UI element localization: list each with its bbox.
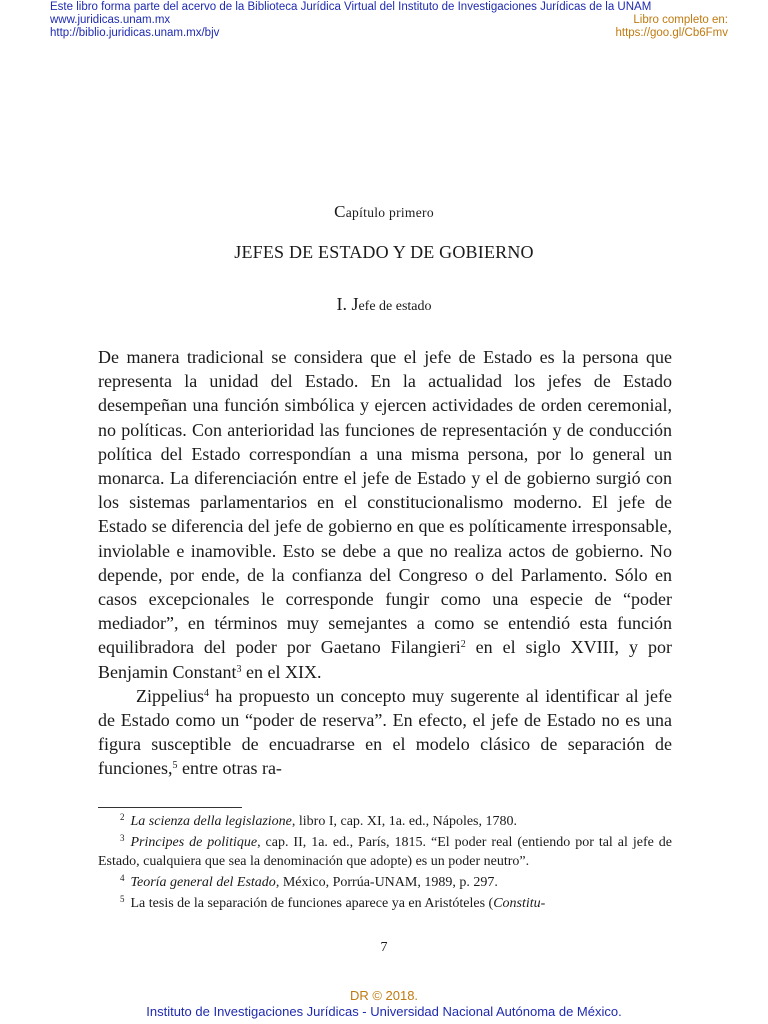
paragraph-2 xyxy=(98,684,672,781)
header-library-link[interactable]: http://biblio.juridicas.unam.mx/bjv xyxy=(50,27,220,39)
footnotes xyxy=(98,812,672,915)
chapter-title: JEFES DE ESTADO Y DE GOBIERNO xyxy=(234,242,534,262)
header-site-link[interactable]: www.juridicas.unam.mx xyxy=(50,14,171,26)
footnote-number: 5 xyxy=(120,894,125,904)
footnote-text: , México, Porrúa-UNAM, 1989, p. 297. xyxy=(275,875,498,890)
footnote-ref-3: 3 xyxy=(236,663,242,675)
paragraph-1-part-2: en el siglo XVIII, y por Benjamin Constant xyxy=(98,637,672,682)
footnote-text: La tesis de la separación de funciones aparece ya en Aristóteles ( xyxy=(130,896,494,911)
footnote-ref-5: 5 xyxy=(172,760,178,772)
paragraph-1-part-3: en el XIX. xyxy=(241,661,322,682)
header-notice: Este libro forma parte del acervo de la Biblioteca Jurídica Virtual del Instituto de Investigaciones Jurídicas de la UNAM xyxy=(50,1,652,13)
footnote-title: Principes de politique xyxy=(130,835,258,850)
footnote-title: Teoría general del Estado xyxy=(130,875,276,890)
footnote-title: Constitu- xyxy=(493,896,546,911)
footnote-number: 3 xyxy=(120,833,125,843)
footnote-divider xyxy=(98,807,242,808)
paragraph-1 xyxy=(98,345,672,684)
copyright-line: DR © 2018. xyxy=(349,988,419,1003)
footnote-number: 4 xyxy=(120,873,125,883)
footnote-number: 2 xyxy=(120,812,125,822)
footnote-text: , libro I, cap. XI, 1a. ed., Nápoles, 1780. xyxy=(291,814,517,829)
footnote-4 xyxy=(98,873,672,892)
paragraph-2-part-2: ha propuesto un concepto muy sugerente al identificar al jefe de Estado como un “poder de reserva”. En efecto, el jefe de Estado no es una figura susceptible de encuadrarse en el modelo clásico de separación de funciones, xyxy=(98,685,672,779)
page-number: 7 xyxy=(380,940,388,955)
copyright-footer xyxy=(0,988,768,1020)
footnote-ref-4: 4 xyxy=(204,687,209,699)
header-full-book-label: Libro completo en: xyxy=(633,14,728,26)
institution-line: Instituto de Investigaciones Jurídicas - Universidad Nacional Autónoma de México. xyxy=(146,1004,622,1019)
paragraph-1-part-1: De manera tradicional se considera que el jefe de Estado es la persona que representa la unidad del Estado. En la actualidad los jefes de Estado desempeñan una función simbólica y ejercen actividades de orden ceremonial, no políticas. Con anterioridad las funciones de representación y de conducción política del Estado correspondían a una misma persona, por lo general un monarca. La diferenciación entre el jefe de Estado y el de gobierno surgió con los sistemas parlamentarios en el constitucionalismo moderno. El jefe de Estado se diferencia del jefe de gobierno en que es políticamente irresponsable, inviolable e inamovible. Esto se debe a que no realiza actos de gobierno. No depende, por ende, de la confianza del Congreso o del Parlamento. Sólo en casos excepcionales le corresponde fungir como una especie de “poder mediador”, en términos muy semejantes a como se entendió esta función equilibradora del poder por Gaetano Filangieri xyxy=(98,347,672,658)
footnote-3 xyxy=(98,833,672,871)
chapter-rest: apítulo primero xyxy=(345,205,434,220)
footnote-ref-2: 2 xyxy=(460,639,466,651)
paragraph-2-part-3: entre otras ra- xyxy=(177,758,282,779)
section-prefix: I. J xyxy=(336,294,359,314)
header-full-book-link[interactable]: https://goo.gl/Cb6Fmv xyxy=(615,27,728,39)
chapter-heading xyxy=(0,202,768,222)
section-rest: efe de estado xyxy=(358,299,432,314)
section-heading xyxy=(0,294,768,315)
paragraph-2-part-1: Zippelius xyxy=(136,685,204,706)
body-text xyxy=(98,345,672,781)
footnote-5 xyxy=(98,894,672,913)
repository-header xyxy=(0,0,768,42)
footnote-2 xyxy=(98,812,672,831)
chapter-initial: C xyxy=(334,202,346,221)
footnote-title: La scienza della legislazione xyxy=(130,814,292,829)
footnote-text: , cap. II, 1a. ed., París, 1815. “El poder real (entiendo por tal al jefe de Estado, cualquiera que sea la denominación que adopte) es un poder neutro”. xyxy=(98,835,672,869)
